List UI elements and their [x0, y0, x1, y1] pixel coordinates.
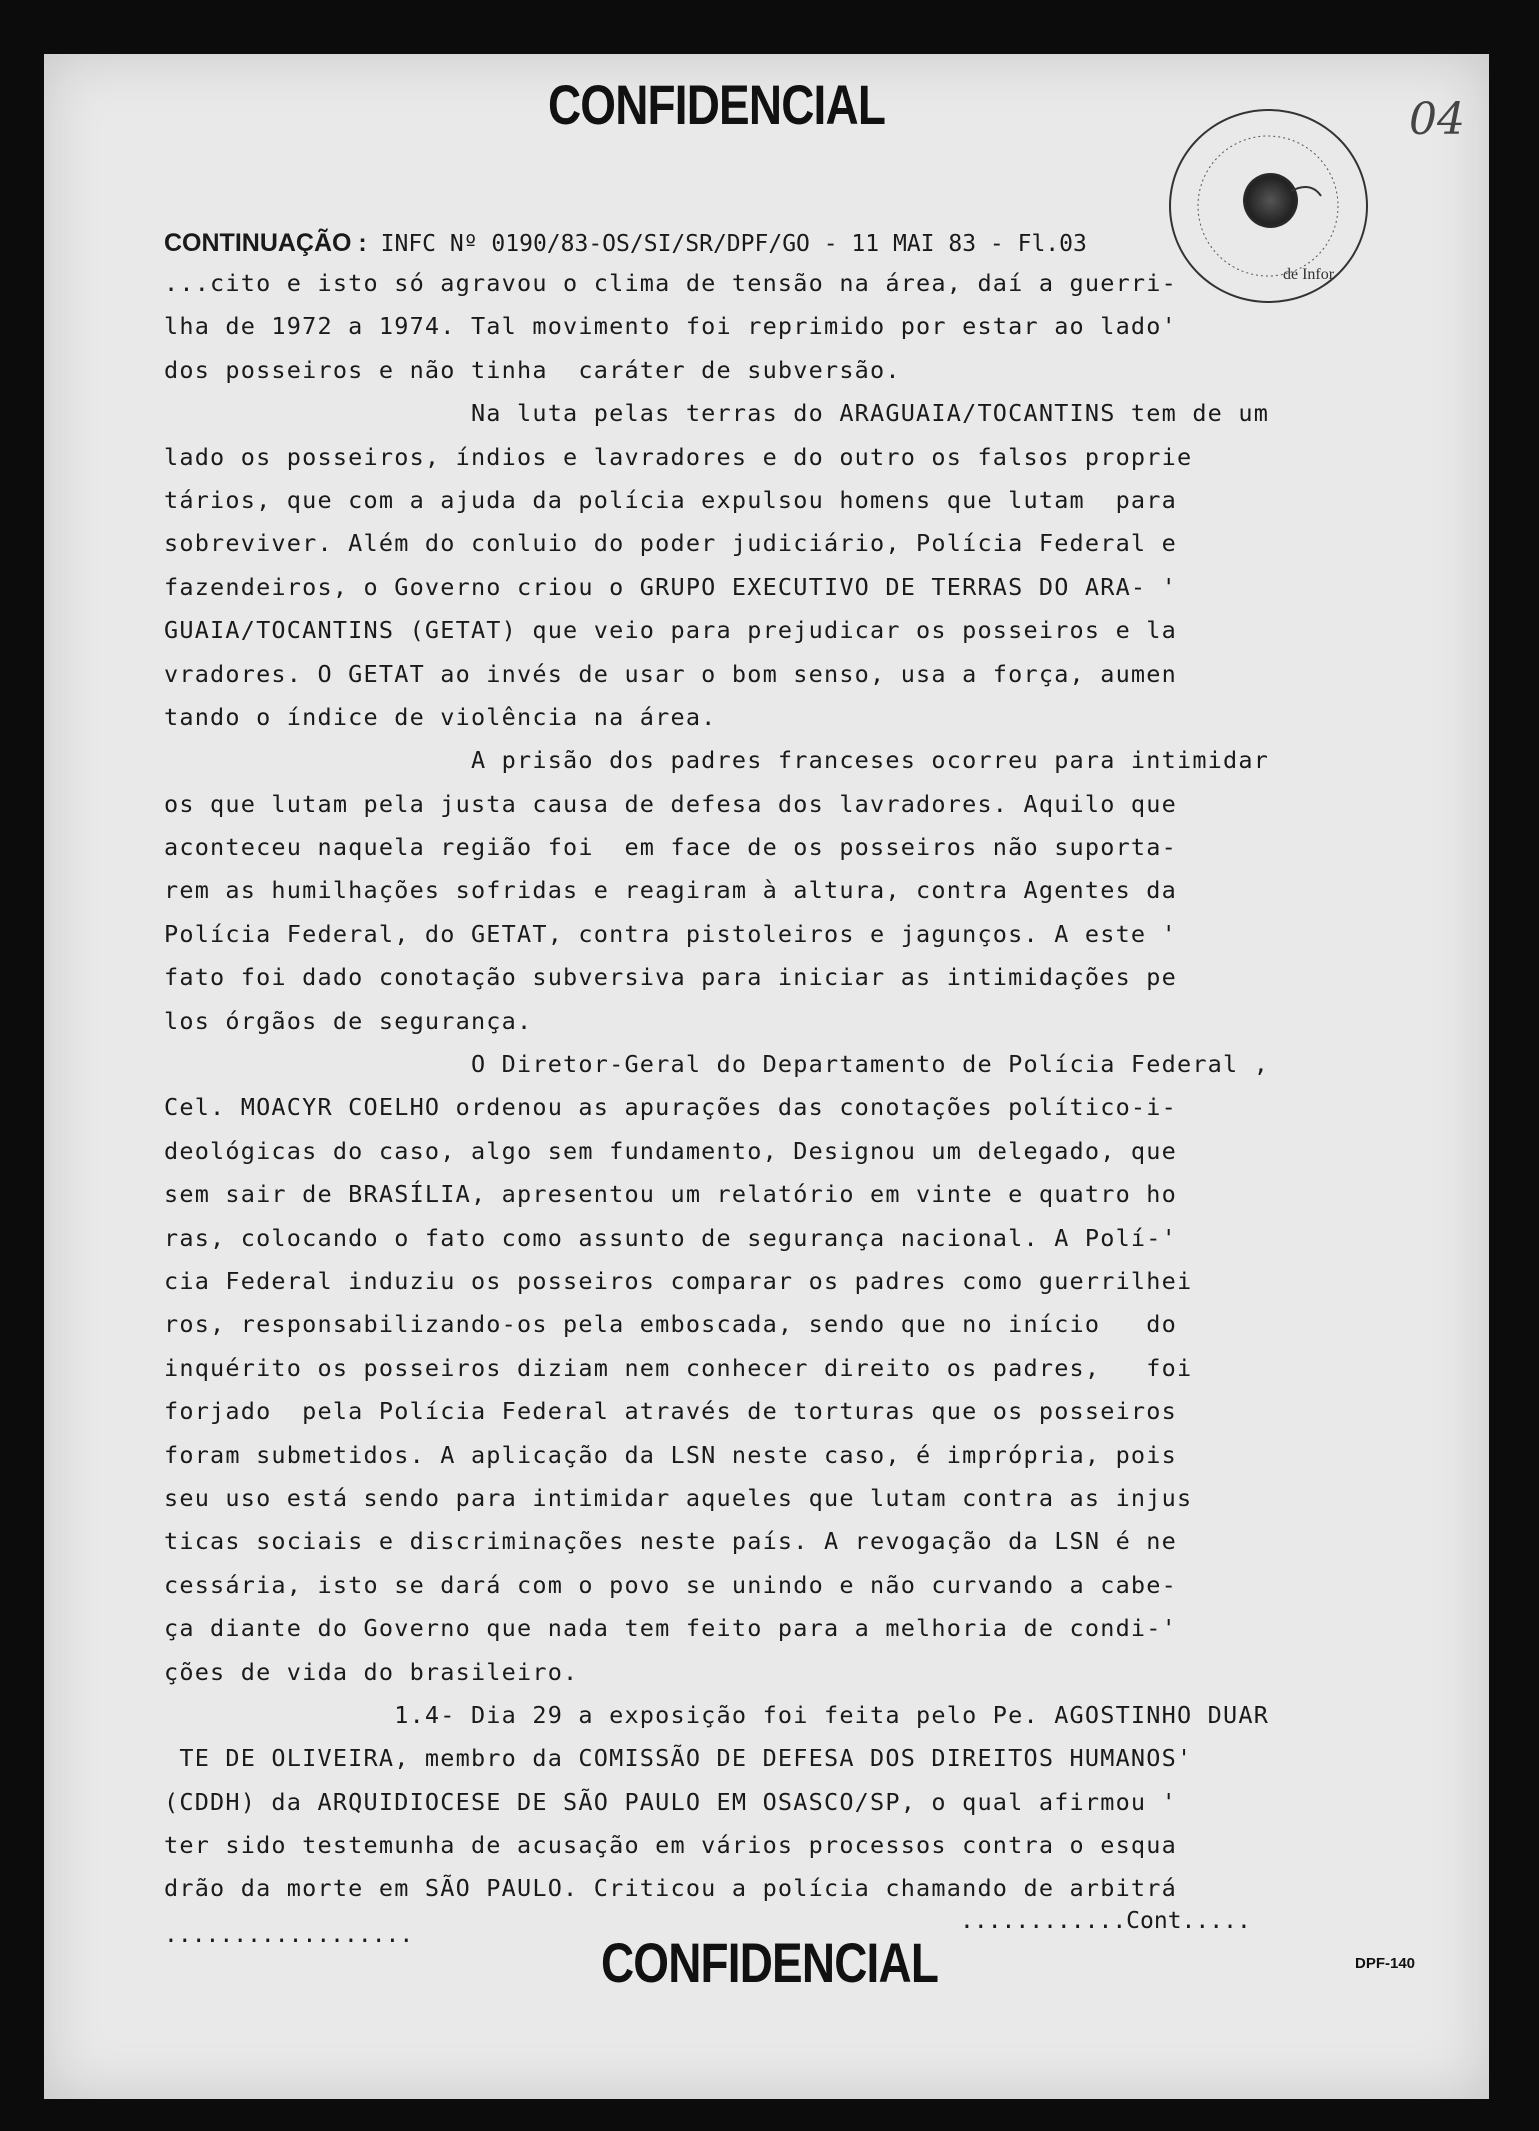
body-line: Polícia Federal, do GETAT, contra pistoleiros e jagunços. A este ' [164, 919, 1177, 948]
form-code: DPF-140 [1355, 1955, 1416, 1972]
body-line: 1.4- Dia 29 a exposição foi feita pelo Pe. AGOSTINHO DUAR [164, 1700, 1270, 1729]
body-line: lado os posseiros, índios e lavradores e do outro os falsos proprie [164, 442, 1193, 471]
body-line: ...cito e isto só agravou o clima de tensão na área, daí a guerri- [164, 269, 1177, 297]
handwritten-page-number: 04 [1409, 94, 1465, 145]
body-line: ros, responsabilizando-os pela emboscada, sendo que no início do [164, 1310, 1177, 1339]
body-line: inquérito os posseiros diziam nem conhecer direito os padres, foi [164, 1353, 1193, 1382]
body-line: drão da morte em SÃO PAULO. Criticou a polícia chamando de arbitrá [164, 1874, 1177, 1903]
body-line: aconteceu naquela região foi em face de os posseiros não suporta- [164, 833, 1177, 862]
body-line: fato foi dado conotação subversiva para iniciar as intimidações pe [164, 963, 1177, 992]
body-line: O Diretor-Geral do Departamento de Polícia Federal , [164, 1050, 1270, 1079]
body-line: los órgãos de segurança. [164, 1006, 533, 1035]
body-line: deológicas do caso, algo sem fundamento, Designou um delegado, que [164, 1136, 1177, 1165]
confidential-stamp-top: CONFIDENCIAL [547, 73, 886, 136]
body-line: sobreviver. Além do conluio do poder judiciário, Polícia Federal e [164, 529, 1177, 558]
body-line: ter sido testemunha de acusação em vários processos contra o esqua [164, 1831, 1177, 1860]
body-line: lha de 1972 a 1974. Tal movimento foi reprimido por estar ao lado' [164, 312, 1177, 341]
body-line: os que lutam pela justa causa de defesa dos lavradores. Aquilo que [164, 789, 1177, 818]
seal-label: de Infor [1283, 266, 1335, 283]
body-line: TE DE OLIVEIRA, membro da COMISSÃO DE DEFESA DOS DIREITOS HUMANOS' [164, 1744, 1193, 1773]
body-line: GUAIA/TOCANTINS (GETAT) que veio para prejudicar os posseiros e la [164, 616, 1177, 645]
body-line: cia Federal induziu os posseiros comparar os padres como guerrilhei [164, 1266, 1193, 1295]
body-line: cessária, isto se dará com o povo se unindo e não curvando a cabe- [164, 1570, 1177, 1599]
body-line: Na luta pelas terras do ARAGUAIA/TOCANTINS tem de um [164, 399, 1270, 428]
body-line: ticas sociais e discriminações neste país. A revogação da LSN é ne [164, 1527, 1177, 1556]
footer-continuation: ............Cont..... [960, 1908, 1251, 1934]
body-line: ções de vida do brasileiro. [164, 1657, 579, 1686]
body-line: (CDDH) da ARQUIDIOCESE DE SÃO PAULO EM OSASCO/SP, o qual afirmou ' [164, 1787, 1177, 1816]
confidential-stamp-bottom: CONFIDENCIAL [600, 1931, 939, 1994]
body-line: tando o índice de violência na área. [164, 702, 717, 731]
document-body [164, 262, 1374, 1911]
body-line: Cel. MOACYR COELHO ordenou as apurações das conotações político-i- [164, 1093, 1177, 1122]
footer-left-dots: .................. [164, 1922, 414, 1948]
continuation-label: CONTINUAÇÃO : [164, 229, 367, 257]
body-line: A prisão dos padres franceses ocorreu para intimidar [164, 746, 1270, 775]
body-line: forjado pela Polícia Federal através de torturas que os posseiros [164, 1397, 1177, 1426]
body-line: rem as humilhações sofridas e reagiram à altura, contra Agentes da [164, 876, 1177, 905]
body-line: vradores. O GETAT ao invés de usar o bom senso, usa a força, aumen [164, 659, 1177, 688]
continuation-header [164, 229, 1364, 258]
body-line: foram submetidos. A aplicação da LSN neste caso, é imprópria, pois [164, 1440, 1177, 1469]
body-line: fazendeiros, o Governo criou o GRUPO EXECUTIVO DE TERRAS DO ARA- ' [164, 572, 1177, 601]
document-reference: INFC Nº 0190/83-OS/SI/SR/DPF/GO - 11 MAI 83 - Fl.03 [380, 231, 1087, 257]
body-line: sem sair de BRASÍLIA, apresentou um relatório em vinte e quatro ho [164, 1180, 1177, 1209]
body-line: ça diante do Governo que nada tem feito para a melhoria de condi-' [164, 1614, 1177, 1643]
body-line: ras, colocando o fato como assunto de segurança nacional. A Polí-' [164, 1223, 1177, 1252]
body-line: tários, que com a ajuda da polícia expulsou homens que lutam para [164, 485, 1177, 514]
body-line: dos posseiros e não tinha caráter de subversão. [164, 355, 901, 384]
body-line: seu uso está sendo para intimidar aqueles que lutam contra as injus [164, 1483, 1193, 1512]
